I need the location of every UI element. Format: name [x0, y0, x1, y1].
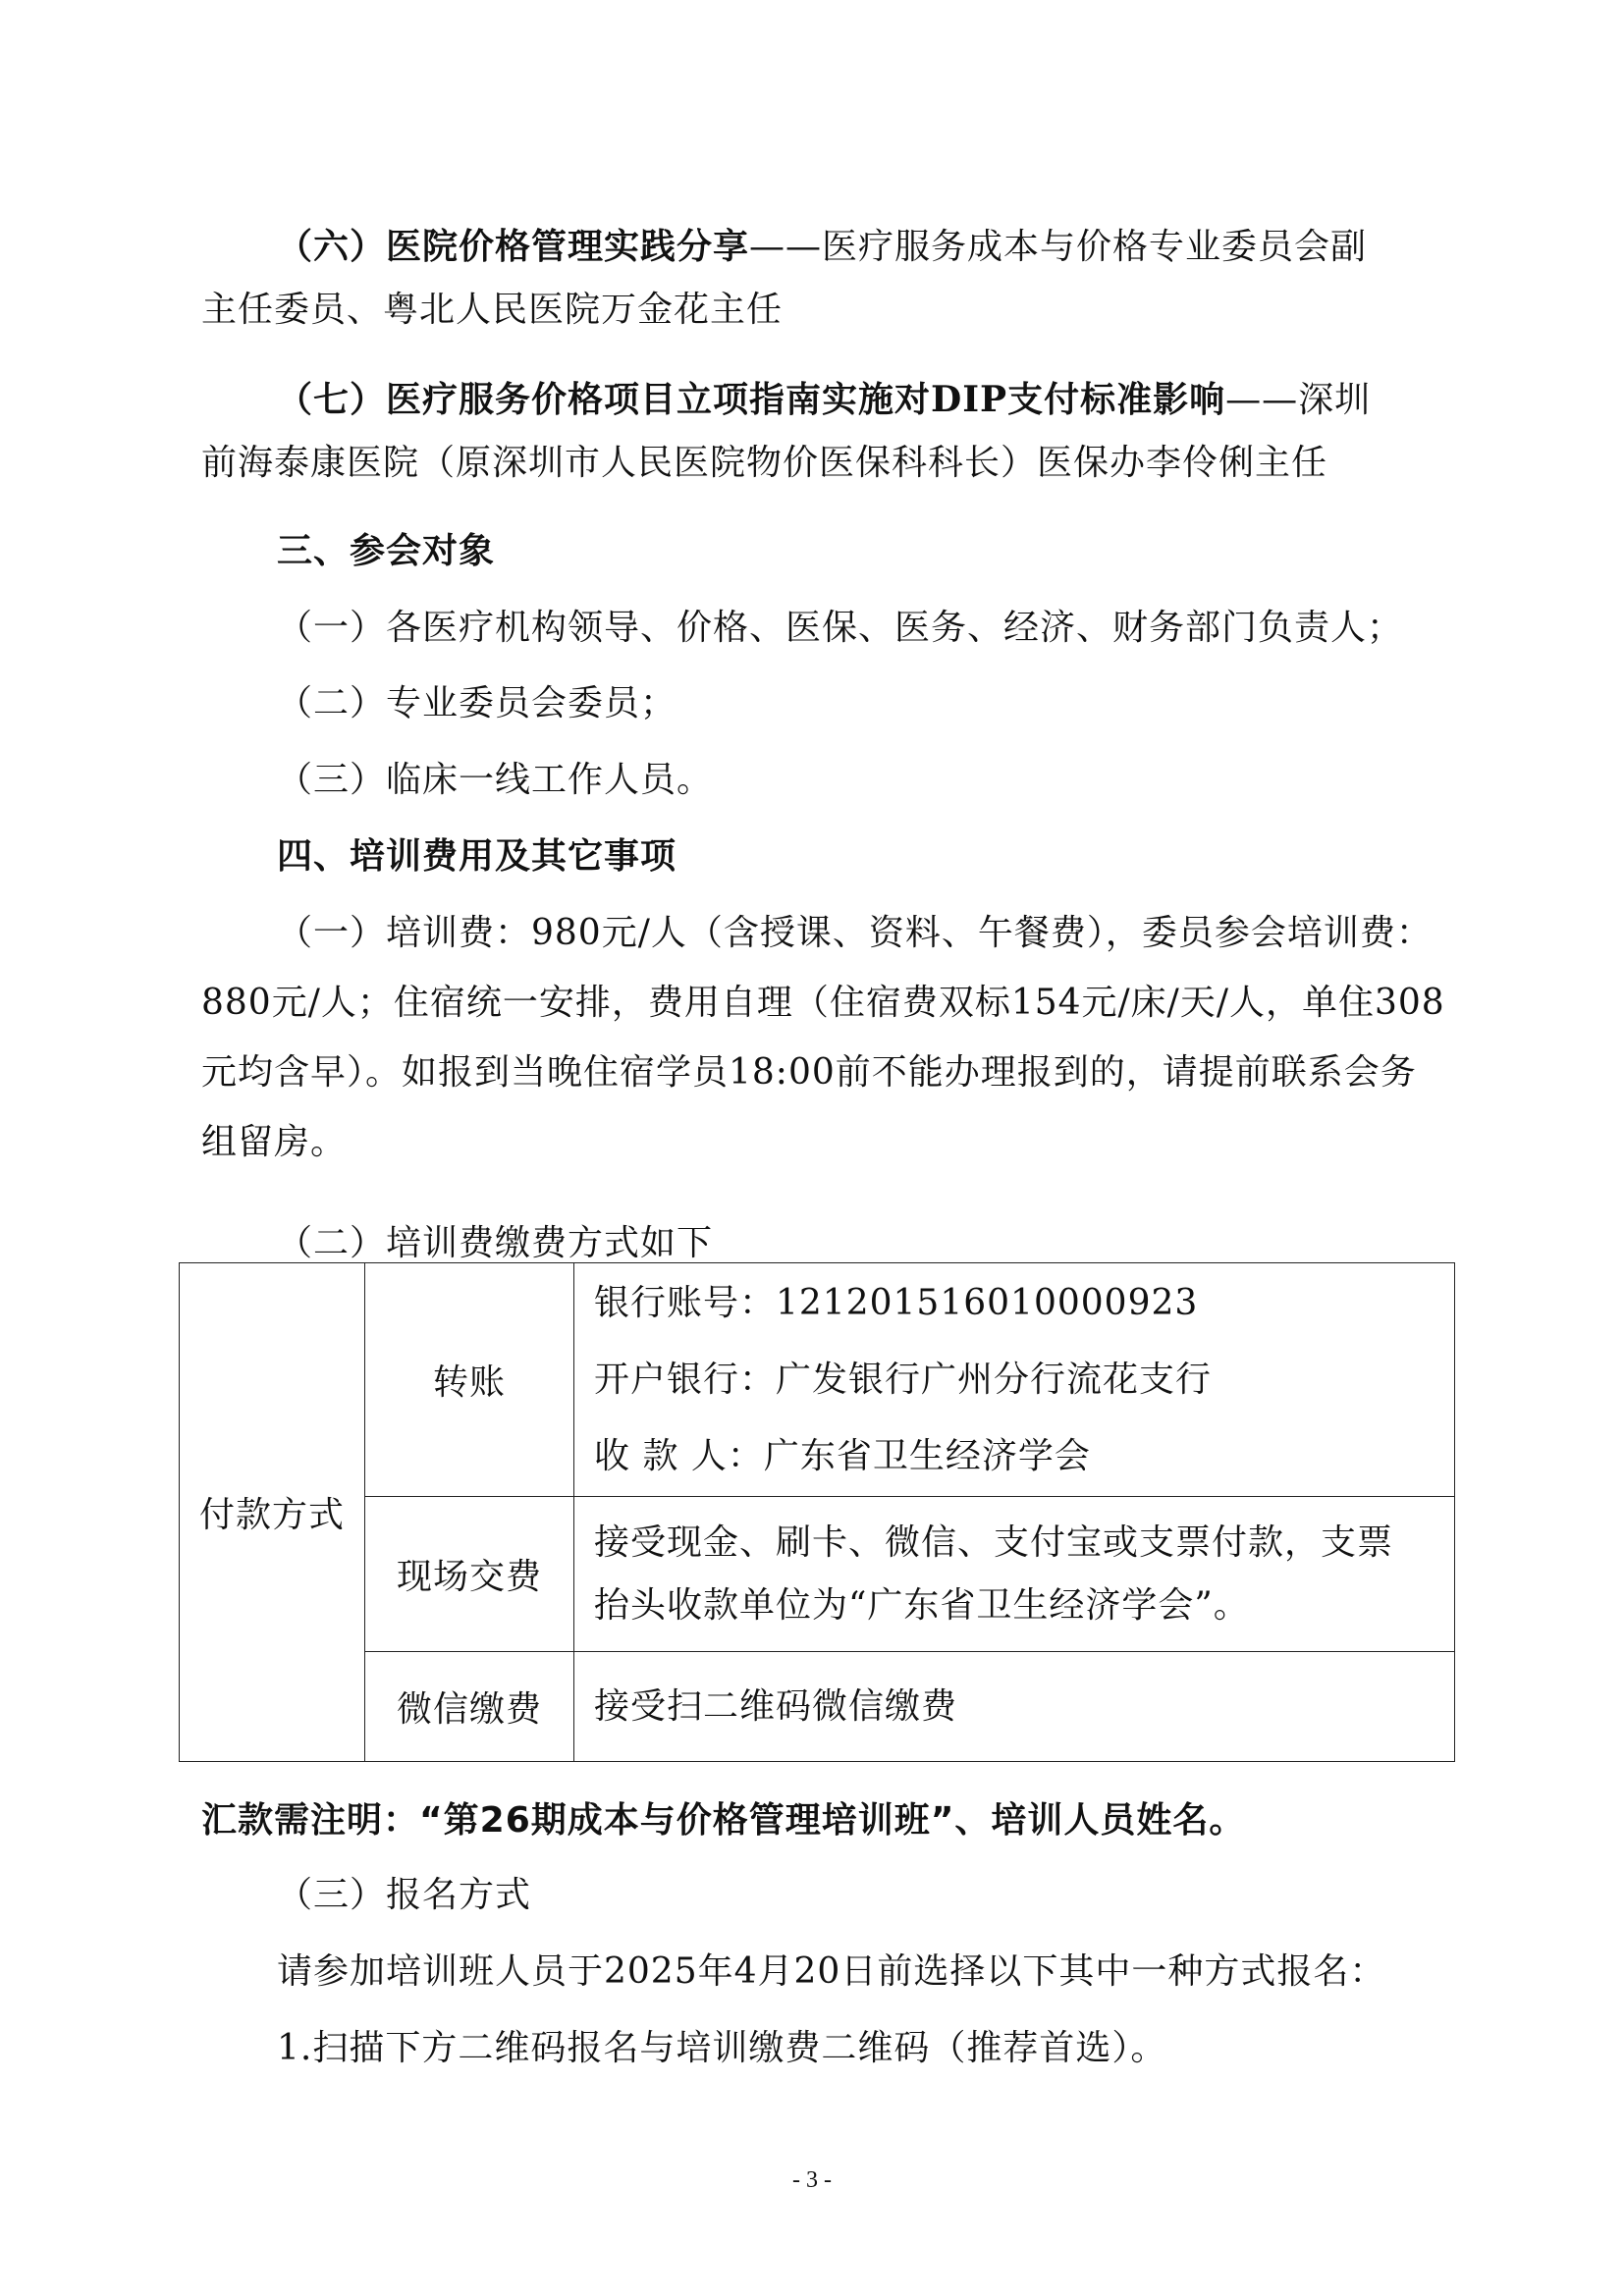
wechat-line-1: 接受扫二维码微信缴费 [594, 1685, 958, 1727]
bank-name: 开户银行：广发银行广州分行流花支行 [594, 1359, 1213, 1400]
registration-heading: （三）报名方式 [277, 1875, 532, 1915]
section3-heading: 三、参会对象 [277, 531, 496, 571]
item-six-line2: 主任委员、粤北人民医院万金花主任 [201, 290, 784, 330]
fee-line-4: 组留房。 [201, 1122, 348, 1162]
wechat-label-cell [365, 1652, 574, 1762]
wechat-details-cell [574, 1652, 1455, 1762]
payment-row-wechat [180, 1652, 1455, 1762]
onsite-label: 现场交费 [396, 1557, 542, 1597]
section3-item-2: （二）专业委员会委员； [277, 683, 677, 723]
transfer-label: 转账 [432, 1362, 506, 1403]
onsite-line-1: 接受现金、刷卡、微信、支付宝或支票付款，支票 [594, 1522, 1394, 1563]
onsite-label-cell [365, 1497, 574, 1652]
bank-account: 银行账号：121201516010000923 [594, 1282, 1199, 1323]
payment-category-cell [180, 1263, 365, 1762]
registration-intro: 请参加培训班人员于2025年4月20日前选择以下其中一种方式报名： [277, 1951, 1386, 1992]
payment-row-transfer [180, 1263, 1455, 1497]
transfer-label-cell [365, 1263, 574, 1497]
remit-note: 汇款需注明：“第26期成本与价格管理培训班”、培训人员姓名。 [201, 1800, 1246, 1841]
payment-category-label: 付款方式 [198, 1495, 345, 1535]
section3-item-3: （三）临床一线工作人员。 [277, 760, 714, 800]
onsite-details-cell [574, 1497, 1455, 1652]
item-seven-line2: 前海泰康医院（原深圳市人民医院物价医保科科长）医保办李伶俐主任 [201, 443, 1328, 483]
page-number: - 3 - [792, 2167, 832, 2193]
item-seven-rest: ——深圳 [1225, 380, 1372, 420]
section4-heading: 四、培训费用及其它事项 [277, 836, 677, 877]
payment-table [179, 1262, 1455, 1762]
fee-line-1: （一）培训费：980元/人（含授课、资料、午餐费），委员参会培训费： [277, 913, 1433, 953]
registration-method-1: 1.扫描下方二维码报名与培训缴费二维码（推荐首选）。 [277, 2028, 1167, 2068]
item-six-title: （六）医院价格管理实践分享 [277, 226, 750, 267]
payment-intro: （二）培训费缴费方式如下 [277, 1223, 714, 1263]
fee-line-3: 元均含早）。如报到当晚住宿学员18:00前不能办理报到的，请提前联系会务 [201, 1052, 1417, 1093]
payee: 收 款 人：广东省卫生经济学会 [594, 1435, 1091, 1476]
fee-line-2: 880元/人；住宿统一安排，费用自理（住宿费双标154元/床/天/人，单住308 [201, 983, 1445, 1023]
item-seven-line1 [277, 373, 1371, 427]
item-six-line1 [277, 220, 1367, 274]
transfer-details-cell [574, 1263, 1455, 1497]
section3-item-1: （一）各医疗机构领导、价格、医保、医务、经济、财务部门负责人； [277, 608, 1404, 648]
wechat-label: 微信缴费 [396, 1689, 542, 1730]
item-six-rest: ——医疗服务成本与价格专业委员会副 [749, 227, 1368, 267]
item-seven-title: （七）医疗服务价格项目立项指南实施对DIP支付标准影响 [277, 379, 1226, 420]
onsite-line-2: 抬头收款单位为“广东省卫生经济学会”。 [594, 1584, 1250, 1626]
payment-row-onsite [180, 1497, 1455, 1652]
